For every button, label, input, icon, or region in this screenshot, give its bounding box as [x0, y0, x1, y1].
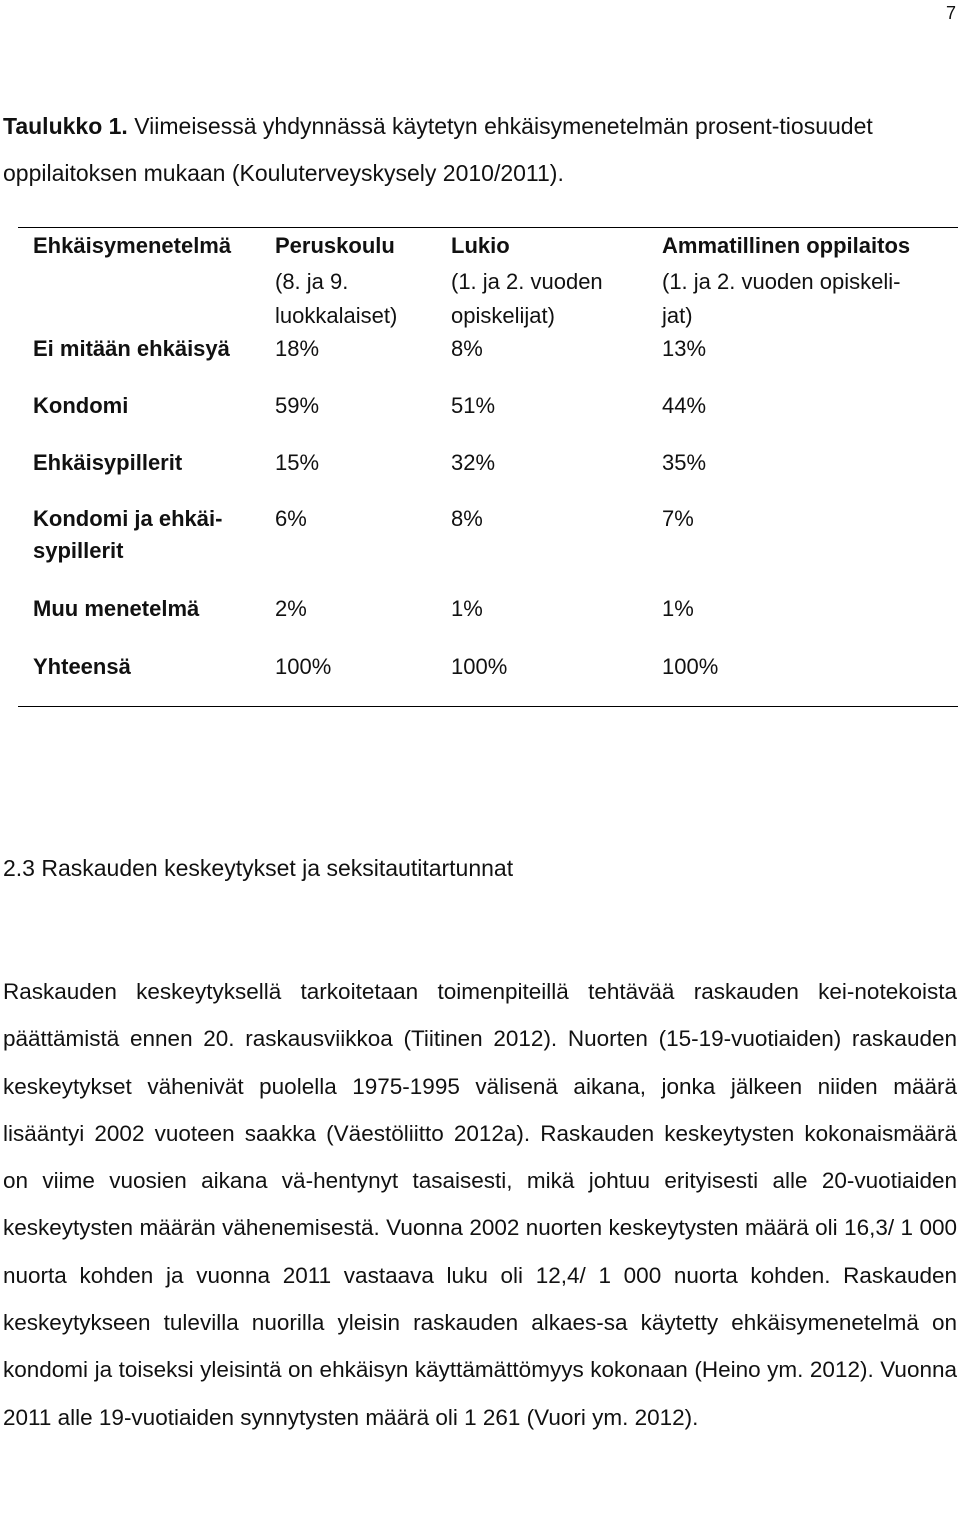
- header-lukio-line1: Lukio: [451, 233, 510, 258]
- header-ammatillinen-line2: (1. ja 2. vuoden opiskeli-: [662, 269, 901, 294]
- section-heading: 2.3 Raskauden keskeytykset ja seksitautitartunnat: [3, 855, 514, 881]
- row-label: Muu menetelmä: [33, 596, 200, 621]
- cell-ammatillinen: 100%: [662, 654, 719, 679]
- cell-lukio: 100%: [451, 654, 508, 679]
- cell-lukio: 8%: [451, 506, 483, 531]
- table-bottom-rule: [18, 706, 958, 707]
- cell-lukio: 51%: [451, 393, 496, 418]
- row-label: Ehkäisypillerit: [33, 450, 183, 475]
- cell-peruskoulu: 15%: [275, 450, 320, 475]
- body-paragraph: Raskauden keskeytyksellä tarkoitetaan toimenpiteillä tehtävää raskauden kei-notekoista päättämistä ennen 20. raskausviikkoa (Tiitinen 2012). Nuorten (15-19-vuotiaiden) raskauden keskeytykset vähenivät puolella 1975-1995 välisenä aikana, jonka jälkeen niiden määrä lisääntyi 2002 vuoteen saakka (Väestöliitto 2012a). Raskauden keskeytysten kokonaismäärä on viime vuosien aikana vä-hentynyt tasaisesti, mikä johtuu erityisesti alle 20-vuotiaiden keskeytysten määrän vähenemisestä. Vuonna 2002 nuorten keskeytysten määrä oli 16,3/ 1 000 nuorta kohden ja vuonna 2011 vastaava luku oli 12,4/ 1 000 nuorta kohden. Raskauden keskeytykseen tulevilla nuorilla yleisin raskauden alkaes-sa käytetty ehkäisymenetelmä on kondomi ja toiseksi yleisintä on ehkäisyn käyttämättömyys kokonaan (Heino ym. 2012). Vuonna 2011 alle 19-vuotiaiden synnytysten määrä oli 1 261 (Vuori ym. 2012).: [3, 979, 957, 1430]
- header-lukio-line2: (1. ja 2. vuoden: [451, 269, 603, 294]
- row-label: Yhteensä: [33, 654, 131, 679]
- row-label: Kondomi ja ehkäi-: [33, 506, 223, 531]
- row-label-continued: sypillerit: [33, 538, 124, 563]
- cell-ammatillinen: 7%: [662, 506, 694, 531]
- cell-lukio: 8%: [451, 336, 483, 361]
- header-ammatillinen-line3: jat): [662, 303, 693, 328]
- header-lukio-line3: opiskelijat): [451, 303, 555, 328]
- header-peruskoulu-line2: (8. ja 9.: [275, 269, 349, 294]
- table-caption: [3, 103, 955, 197]
- table-top-rule: [18, 227, 958, 228]
- cell-peruskoulu: 18%: [275, 336, 320, 361]
- cell-ammatillinen: 35%: [662, 450, 707, 475]
- cell-lukio: 32%: [451, 450, 496, 475]
- cell-ammatillinen: 1%: [662, 596, 694, 621]
- cell-peruskoulu: 6%: [275, 506, 307, 531]
- page-number: 7: [946, 3, 957, 23]
- cell-peruskoulu: 100%: [275, 654, 332, 679]
- cell-peruskoulu: 59%: [275, 393, 320, 418]
- header-peruskoulu-line3: luokkalaiset): [275, 303, 398, 328]
- row-label: Ei mitään ehkäisyä: [33, 336, 230, 361]
- cell-ammatillinen: 44%: [662, 393, 707, 418]
- cell-lukio: 1%: [451, 596, 483, 621]
- header-peruskoulu-line1: Peruskoulu: [275, 233, 395, 258]
- header-method: Ehkäisymenetelmä: [33, 233, 232, 258]
- cell-peruskoulu: 2%: [275, 596, 307, 621]
- cell-ammatillinen: 13%: [662, 336, 707, 361]
- header-ammatillinen-line1: Ammatillinen oppilaitos: [662, 233, 911, 258]
- table-caption-label: Taulukko 1.: [3, 113, 128, 139]
- table-caption-text: Viimeisessä yhdynnässä käytetyn ehkäisymenetelmän prosent-tiosuudet oppilaitoksen mukaan (Kouluterveyskysely 2010/2011).: [3, 113, 873, 186]
- row-label: Kondomi: [33, 393, 129, 418]
